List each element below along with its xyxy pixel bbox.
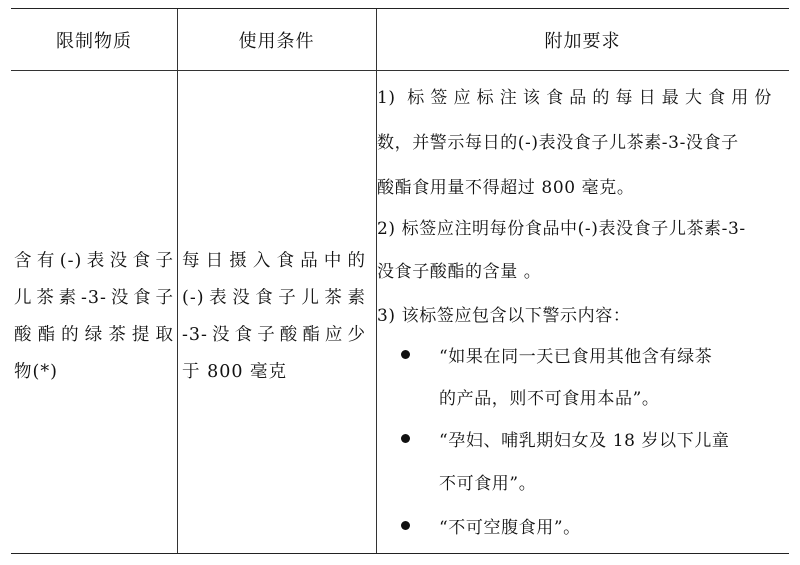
requirement-1-line: 酸酯食用量不得超过 800 毫克。 bbox=[377, 178, 635, 198]
header-requirements: 附加要求 bbox=[544, 31, 621, 52]
warning-1-line: “如果在同一天已食用其他含有绿茶 bbox=[439, 347, 713, 367]
condition-line: 每日摄入食品中的 bbox=[182, 251, 366, 271]
column-divider-1 bbox=[177, 9, 178, 553]
substance-cell bbox=[14, 243, 174, 391]
bullet-icon bbox=[401, 434, 410, 443]
requirement-2-line: 没食子酸酯的含量 。 bbox=[377, 262, 542, 282]
bullet-icon bbox=[401, 350, 410, 359]
warning-2-line: “孕妇、哺乳期妇女及 18 岁以下儿童 bbox=[439, 431, 730, 451]
substance-line: 酸酯的绿茶提取 bbox=[14, 325, 174, 345]
header-substance: 限制物质 bbox=[56, 31, 132, 52]
warning-2-line: 不可食用”。 bbox=[439, 474, 537, 494]
bullet-icon bbox=[401, 521, 410, 530]
requirement-2-line: 2) 标签应注明每份食品中(-)表没食子儿茶素-3- bbox=[377, 219, 746, 239]
substance-line: 物(*) bbox=[14, 362, 58, 382]
requirement-1-line: 数，并警示每日的(-)表没食子儿茶素-3-没食子 bbox=[377, 133, 739, 153]
warning-1-line: 的产品，则不可食用本品”。 bbox=[439, 389, 660, 409]
requirement-1-line: 1) 标签应标注该食品的每日最大食用份 bbox=[377, 88, 772, 108]
condition-cell bbox=[182, 243, 366, 391]
condition-line: (-)表没食子儿茶素 bbox=[182, 288, 366, 308]
warning-3-line: “不可空腹食用”。 bbox=[439, 518, 581, 538]
requirement-3-intro: 3) 该标签应包含以下警示内容： bbox=[377, 306, 631, 326]
header-condition: 使用条件 bbox=[238, 31, 315, 52]
substance-line: 儿茶素-3-没食子 bbox=[14, 288, 174, 308]
condition-line: 于 800 毫克 bbox=[182, 362, 288, 382]
condition-line: -3-没食子酸酯应少 bbox=[182, 325, 366, 345]
substance-line: 含有(-)表没食子 bbox=[14, 251, 174, 271]
